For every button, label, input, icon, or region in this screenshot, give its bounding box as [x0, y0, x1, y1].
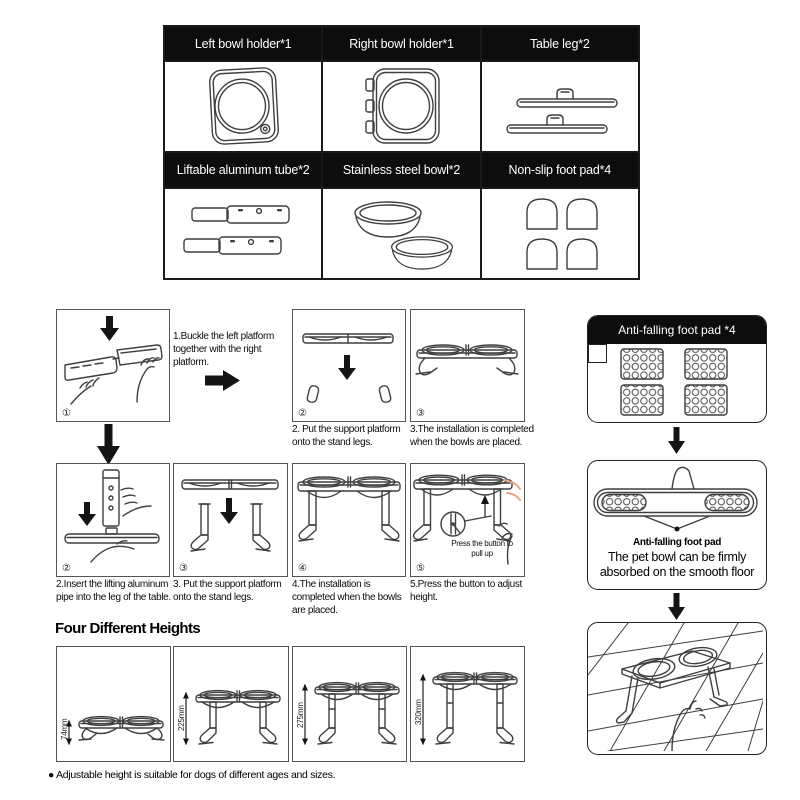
height-dimension-label: 320mm [414, 699, 423, 725]
step-number: ③ [179, 563, 188, 574]
step5-inner-note: Press the button to pull up [451, 539, 513, 559]
step-number: ① [62, 408, 71, 419]
part-cell-table-leg [481, 61, 639, 152]
height-box-3 [292, 646, 407, 762]
step2a-illustration [293, 310, 405, 421]
height4-illustration [411, 647, 524, 761]
step2b-illustration [57, 464, 169, 576]
parts-table [163, 25, 640, 280]
part-cell-steel-bowl [322, 188, 480, 279]
steel-bowl-illustration [326, 191, 476, 277]
part-header-left-bowl-holder: Left bowl holder*1 [164, 26, 322, 61]
table-leg-illustration [485, 64, 635, 150]
step-number: ② [298, 408, 307, 419]
arrow-right-icon [205, 370, 240, 396]
suction-base-illustration [588, 463, 763, 539]
step-box-2a [292, 309, 406, 422]
step-box-1 [56, 309, 170, 422]
height-dimension-label: 225mm [177, 705, 186, 731]
height2-illustration [174, 647, 288, 761]
arrow-down-icon [668, 593, 685, 625]
step4-caption: 4.The installation is completed when the bowls are placed. [292, 579, 402, 616]
part-cell-aluminum-tube [164, 188, 322, 279]
absorb-panel [587, 460, 767, 590]
step-box-2b [56, 463, 170, 577]
corner-square [588, 344, 607, 363]
height-box-1 [56, 646, 171, 762]
footer-note-text: Adjustable height is suitable for dogs of different ages and sizes. [56, 769, 336, 781]
part-header-foot-pad: Non-slip foot pad*4 [481, 152, 639, 188]
height3-illustration [293, 647, 406, 761]
height-dimension-label: 74mm [60, 718, 69, 740]
step3b-caption: 3. Put the support platform onto the stand legs. [173, 579, 282, 603]
step2a-caption: 2. Put the support platform onto the stand legs. [292, 424, 401, 448]
pad-label: Anti-falling foot pad [632, 537, 722, 548]
step3a-illustration [411, 310, 524, 421]
pad-panel-header: Anti-falling foot pad *4 [588, 316, 766, 344]
step-box-4 [292, 463, 406, 577]
step-number: ② [62, 563, 71, 574]
step-box-3b [173, 463, 288, 577]
height-box-4 [410, 646, 525, 762]
step-number: ④ [298, 563, 307, 574]
floor-usage-panel [587, 622, 767, 755]
part-header-right-bowl-holder: Right bowl holder*1 [322, 26, 480, 61]
part-cell-left-bowl-holder [164, 61, 322, 152]
heights-title: Four Different Heights [55, 620, 201, 637]
step2b-caption: 2.Insert the lifting aluminum pipe into the leg of the table. [56, 579, 171, 603]
step-number: ⑤ [416, 563, 425, 574]
step-number: ③ [416, 408, 425, 419]
foot-pads-illustration [588, 345, 763, 419]
step-box-3a [410, 309, 525, 422]
step1-illustration [57, 310, 169, 421]
part-cell-foot-pad [481, 188, 639, 279]
arrow-down-icon [668, 427, 685, 459]
bullet-icon: ● [48, 769, 55, 781]
step1-caption: 1.Buckle the left platform together with the right platform. [173, 331, 274, 368]
aluminum-tube-illustration [168, 191, 318, 277]
anti-falling-pad-panel [587, 315, 767, 423]
step5-caption: 5.Press the button to adjust height. [410, 579, 522, 603]
step3a-caption: 3.The installation is completed when the bowls are placed. [410, 424, 534, 448]
height-box-2 [173, 646, 289, 762]
step-box-5 [410, 463, 525, 577]
part-header-aluminum-tube: Liftable aluminum tube*2 [164, 152, 322, 188]
height1-illustration [57, 647, 170, 761]
height-dimension-label: 275mm [296, 702, 305, 728]
left-bowl-holder-illustration [168, 64, 318, 150]
part-header-table-leg: Table leg*2 [481, 26, 639, 61]
step4-illustration [293, 464, 405, 576]
part-header-steel-bowl: Stainless steel bowl*2 [322, 152, 480, 188]
floor-usage-illustration [588, 623, 763, 751]
foot-pad-illustration [485, 191, 635, 277]
pad-description: The pet bowl can be firmly absorbed on the smooth floor [599, 550, 755, 579]
footer-note [48, 769, 335, 781]
right-bowl-holder-illustration [326, 64, 476, 150]
step3b-illustration [174, 464, 287, 576]
part-cell-right-bowl-holder [322, 61, 480, 152]
